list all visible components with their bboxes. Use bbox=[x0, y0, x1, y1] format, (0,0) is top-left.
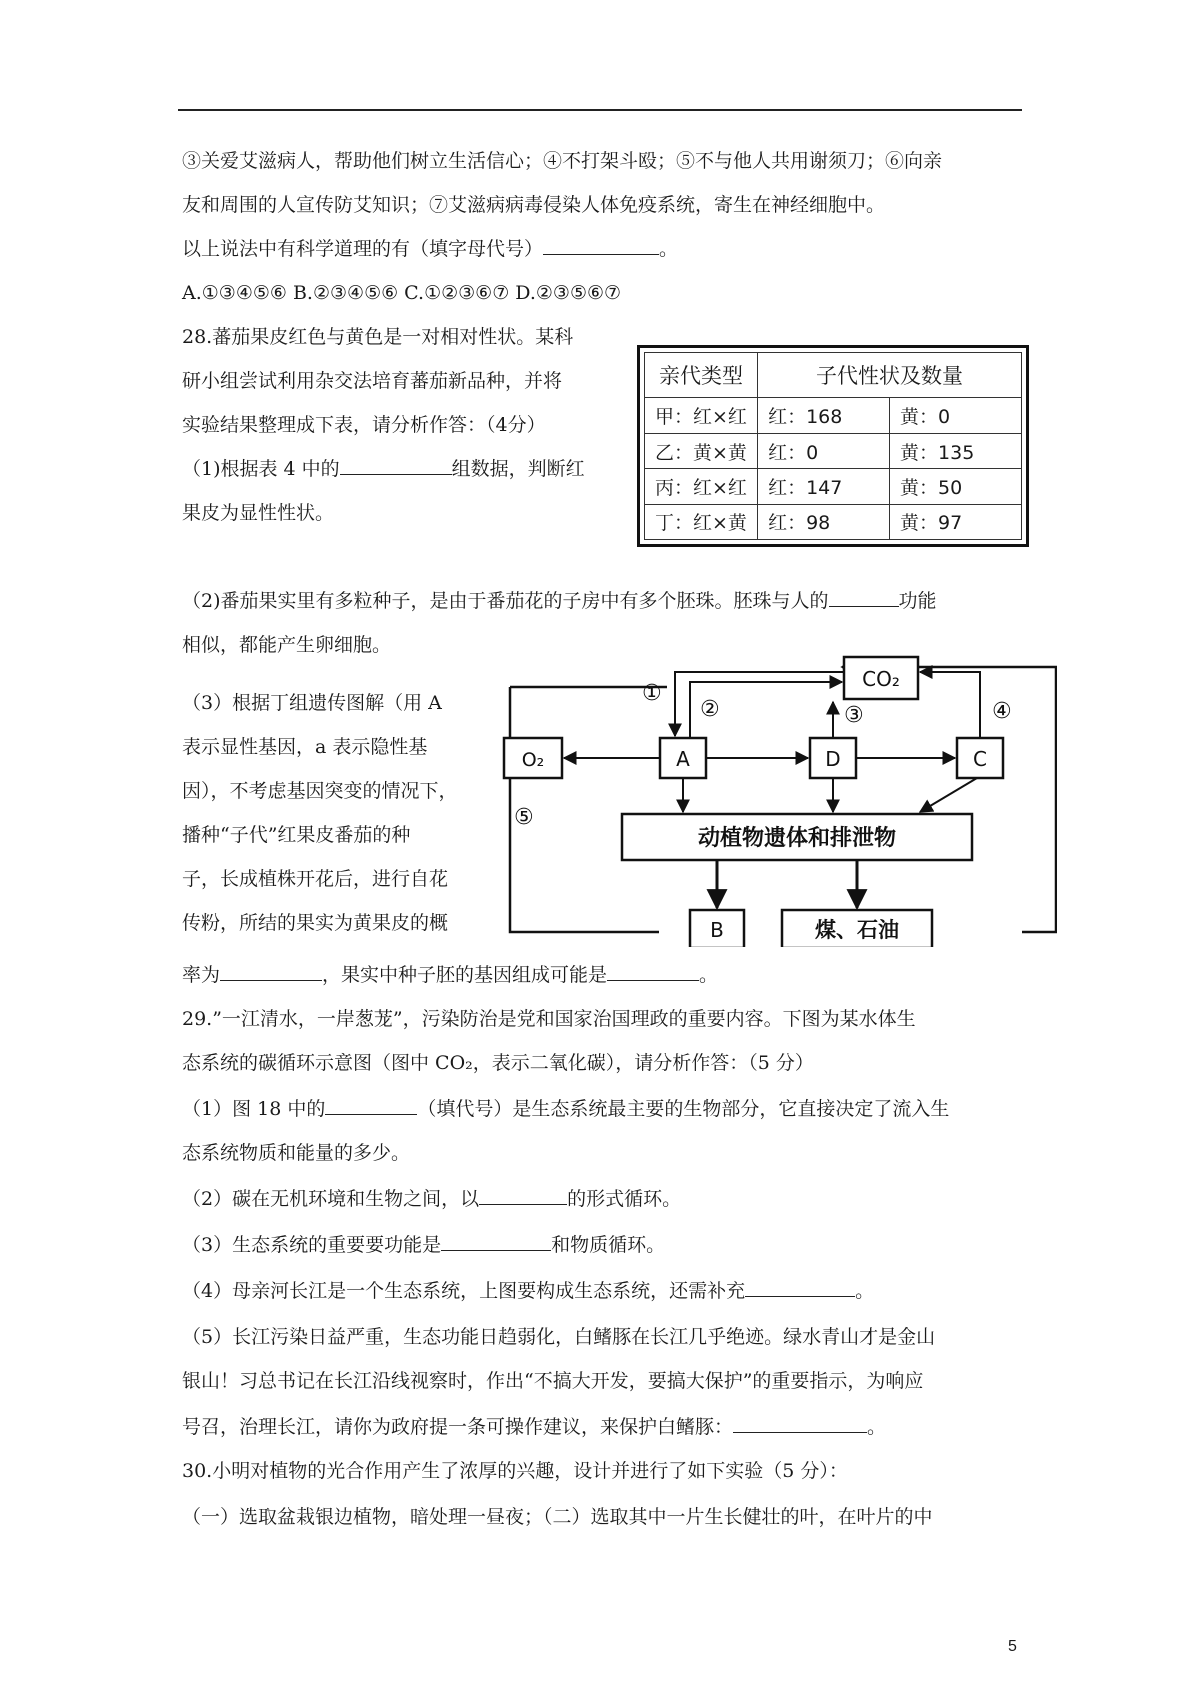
table-cell: 黄：0 bbox=[890, 398, 1022, 433]
label-5: ⑤ bbox=[514, 805, 534, 830]
text-line: （3）生态系统的重要要功能是 和物质循环。 bbox=[182, 1234, 666, 1256]
answer-blank[interactable] bbox=[745, 1278, 855, 1297]
table-header-offspring: 子代性状及数量 bbox=[758, 353, 1022, 398]
text-line: 银山！习总书记在长江沿线视察时，作出“不搞大开发，要搞大保护”的重要指示，为响应 bbox=[182, 1370, 924, 1392]
question-30-title: 30.小明对植物的光合作用产生了浓厚的兴趣，设计并进行了如下实验（5 分）： bbox=[182, 1460, 848, 1482]
answer-blank[interactable] bbox=[340, 456, 452, 475]
table-cell: 红：0 bbox=[758, 433, 890, 468]
text-line: 态系统物质和能量的多少。 bbox=[182, 1142, 411, 1164]
text-line: （1）图 18 中的 （填代号）是生态系统最主要的生物部分，它直接决定了流入生 bbox=[182, 1098, 950, 1120]
label-2: ② bbox=[700, 697, 720, 722]
table-cell: 红：98 bbox=[758, 504, 890, 539]
options-line: A.①③④⑤⑥ B.②③④⑤⑥ C.①②③⑥⑦ D.②③⑤⑥⑦ bbox=[182, 282, 622, 304]
table-cell: 黄：97 bbox=[890, 504, 1022, 539]
text-line: 表示显性基因，a 表示隐性基 bbox=[182, 736, 428, 758]
text-line: 友和周围的人宣传防艾知识；⑦艾滋病病毒侵染人体免疫系统，寄生在神经细胞中。 bbox=[182, 194, 886, 216]
text-line: 率为 ，果实中种子胚的基因组成可能是 。 bbox=[182, 964, 719, 986]
text-line: （3）根据丁组遗传图解（用 A bbox=[182, 692, 442, 714]
page-number: 5 bbox=[1008, 1638, 1017, 1655]
answer-blank[interactable] bbox=[220, 962, 322, 981]
text-line: 态系统的碳循环示意图（图中 CO₂，表示二氧化碳），请分析作答：（5 分） bbox=[182, 1052, 814, 1074]
text-line: 号召，治理长江，请你为政府提一条可操作建议，来保护白鳍豚： 。 bbox=[182, 1416, 887, 1438]
label-1: ① bbox=[642, 681, 662, 706]
text-line: 传粉，所结的果实为黄果皮的概 bbox=[182, 912, 449, 934]
a-label: A bbox=[676, 747, 690, 771]
c-label: C bbox=[973, 747, 987, 771]
table-header-parent: 亲代类型 bbox=[645, 353, 758, 398]
label-3: ③ bbox=[844, 703, 864, 728]
answer-blank[interactable] bbox=[607, 962, 699, 981]
question-29-title: 29.”一江清水，一岸葱茏”，污染防治是党和国家治国理政的重要内容。下图为某水体生 bbox=[182, 1008, 916, 1030]
text-line: （2）碳在无机环境和生物之间，以 的形式循环。 bbox=[182, 1188, 682, 1210]
answer-blank[interactable] bbox=[543, 236, 659, 255]
text-line: （1)根据表 4 中的 组数据，判断红 bbox=[182, 458, 585, 480]
text-line: （5）长江污染日益严重，生态功能日趋弱化，白鳍豚在长江几乎绝迹。绿水青山才是金山 bbox=[182, 1326, 936, 1348]
text-line: 研小组尝试利用杂交法培育蕃茄新品种，并将 bbox=[182, 370, 563, 392]
text-line: （一）选取盆栽银边植物，暗处理一昼夜；（二）选取其中一片生长健壮的叶，在叶片的中 bbox=[182, 1506, 933, 1528]
text-line: （2)番茄果实里有多粒种子，是由于番茄花的子房中有多个胚珠。胚珠与人的 功能 bbox=[182, 590, 937, 612]
header-rule bbox=[178, 109, 1022, 111]
table-row bbox=[645, 504, 1022, 539]
answer-blank[interactable] bbox=[733, 1414, 867, 1433]
carbon-cycle-diagram bbox=[492, 652, 1057, 947]
table-row bbox=[645, 469, 1022, 504]
text-line: 相似，都能产生卵细胞。 bbox=[182, 634, 392, 656]
table-cell: 红：168 bbox=[758, 398, 890, 433]
remains-label: 动植物遗体和排泄物 bbox=[697, 826, 897, 851]
co2-label: CO₂ bbox=[862, 667, 900, 691]
text-line: ③关爱艾滋病人，帮助他们树立生活信心；④不打架斗殴；⑤不与他人共用谢须刀；⑥向亲 bbox=[182, 150, 943, 172]
text-line: 子，长成植株开花后，进行自花 bbox=[182, 868, 449, 890]
table-cell: 黄：135 bbox=[890, 433, 1022, 468]
b-label: B bbox=[710, 918, 724, 942]
answer-blank[interactable] bbox=[479, 1186, 567, 1205]
o2-label: O₂ bbox=[521, 749, 545, 771]
text-line: 实验结果整理成下表，请分析作答：（4分） bbox=[182, 414, 546, 436]
text-line: （4）母亲河长江是一个生态系统，上图要构成生态系统，还需补充 。 bbox=[182, 1280, 875, 1302]
table-cell: 乙：黄×黄 bbox=[645, 433, 758, 468]
text-line: 以上说法中有科学道理的有（填字母代号） 。 bbox=[182, 238, 679, 260]
label-4: ④ bbox=[992, 699, 1012, 724]
table-cell: 丙：红×红 bbox=[645, 469, 758, 504]
table-cell: 黄：50 bbox=[890, 469, 1022, 504]
question-28-title: 28.蕃茄果皮红色与黄色是一对相对性状。某科 bbox=[182, 326, 574, 348]
table-cell: 甲：红×红 bbox=[645, 398, 758, 433]
table-cell: 红：147 bbox=[758, 469, 890, 504]
genetics-table bbox=[637, 345, 1029, 547]
table-cell: 丁：红×黄 bbox=[645, 504, 758, 539]
answer-blank[interactable] bbox=[325, 1096, 417, 1115]
answer-blank[interactable] bbox=[441, 1232, 551, 1251]
text-line: 果皮为显性性状。 bbox=[182, 502, 335, 524]
table-row bbox=[645, 398, 1022, 433]
table-row bbox=[645, 433, 1022, 468]
answer-blank[interactable] bbox=[829, 588, 899, 607]
coal-label: 煤、石油 bbox=[815, 918, 899, 942]
d-label: D bbox=[825, 747, 841, 771]
text-line: 播种“子代”红果皮番茄的种 bbox=[182, 824, 411, 846]
text-line: 因），不考虑基因突变的情况下， bbox=[182, 780, 458, 802]
